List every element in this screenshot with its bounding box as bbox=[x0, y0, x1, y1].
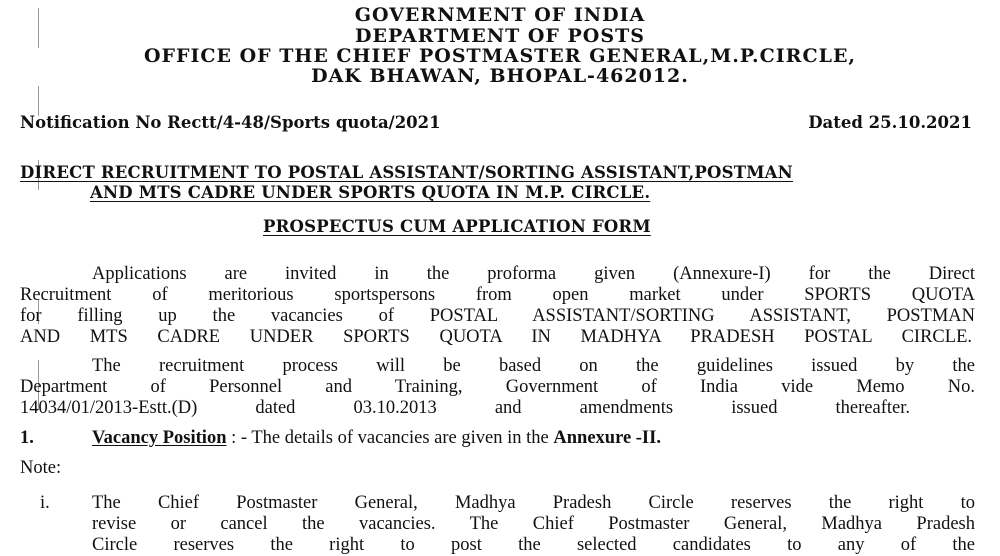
paragraph2-line: Department of Personnel and Training, Government of India vide Memo No. bbox=[20, 377, 975, 397]
subject-line-1: DIRECT RECRUITMENT TO POSTAL ASSISTANT/SORTING ASSISTANT,POSTMAN bbox=[20, 163, 793, 182]
vacancy-position-heading: Vacancy Position bbox=[92, 428, 227, 448]
note-item-line: Circle reserves the right to post the selected candidates to any of the bbox=[92, 535, 975, 555]
paragraph1-line: Applications are invited in the proforma given (Annexure-I) for the Direct bbox=[92, 264, 975, 284]
paragraph2-line: The recruitment process will be based on the guidelines issued by the bbox=[92, 356, 975, 376]
form-title: PROSPECTUS CUM APPLICATION FORM bbox=[263, 217, 651, 236]
note-item-marker: i. bbox=[40, 493, 50, 513]
header-office: OFFICE OF THE CHIEF POSTMASTER GENERAL,M.P.CIRCLE, bbox=[143, 45, 857, 67]
paragraph2-line: 14034/01/2013-Estt.(D) dated 03.10.2013 and amendments issued thereafter. bbox=[20, 398, 910, 418]
paragraph1-line: for filling up the vacancies of POSTAL ASSISTANT/SORTING ASSISTANT, POSTMAN bbox=[20, 306, 975, 326]
notification-number: Notification No Rectt/4-48/Sports quota/2021 bbox=[20, 113, 441, 132]
paragraph1-line: Recruitment of meritorious sportspersons from open market under SPORTS QUOTA bbox=[20, 285, 975, 305]
notification-row bbox=[20, 113, 972, 135]
header-government: GOVERNMENT OF INDIA bbox=[354, 4, 646, 26]
note-item-line: revise or cancel the vacancies. The Chief Postmaster General, Madhya Pradesh bbox=[92, 514, 975, 534]
paragraph1-line: AND MTS CADRE UNDER SPORTS QUOTA IN MADHYA PRADESH POSTAL CIRCLE. bbox=[20, 327, 972, 347]
section-number: 1. bbox=[20, 428, 34, 448]
vacancy-position-text: : - The details of vacancies are given in the bbox=[226, 428, 554, 448]
note-item-line: The Chief Postmaster General, Madhya Pradesh Circle reserves the right to bbox=[92, 493, 975, 513]
vacancy-position-line bbox=[92, 428, 661, 449]
subject-line-2: AND MTS CADRE UNDER SPORTS QUOTA IN M.P. CIRCLE. bbox=[90, 183, 651, 202]
notification-date: Dated 25.10.2021 bbox=[808, 113, 972, 132]
annexure-reference: Annexure -II. bbox=[553, 428, 661, 448]
header-department: DEPARTMENT OF POSTS bbox=[355, 25, 645, 47]
note-label: Note: bbox=[20, 458, 62, 478]
header-address: DAK BHAWAN, BHOPAL-462012. bbox=[311, 65, 689, 87]
scan-artifact-line bbox=[38, 86, 39, 116]
